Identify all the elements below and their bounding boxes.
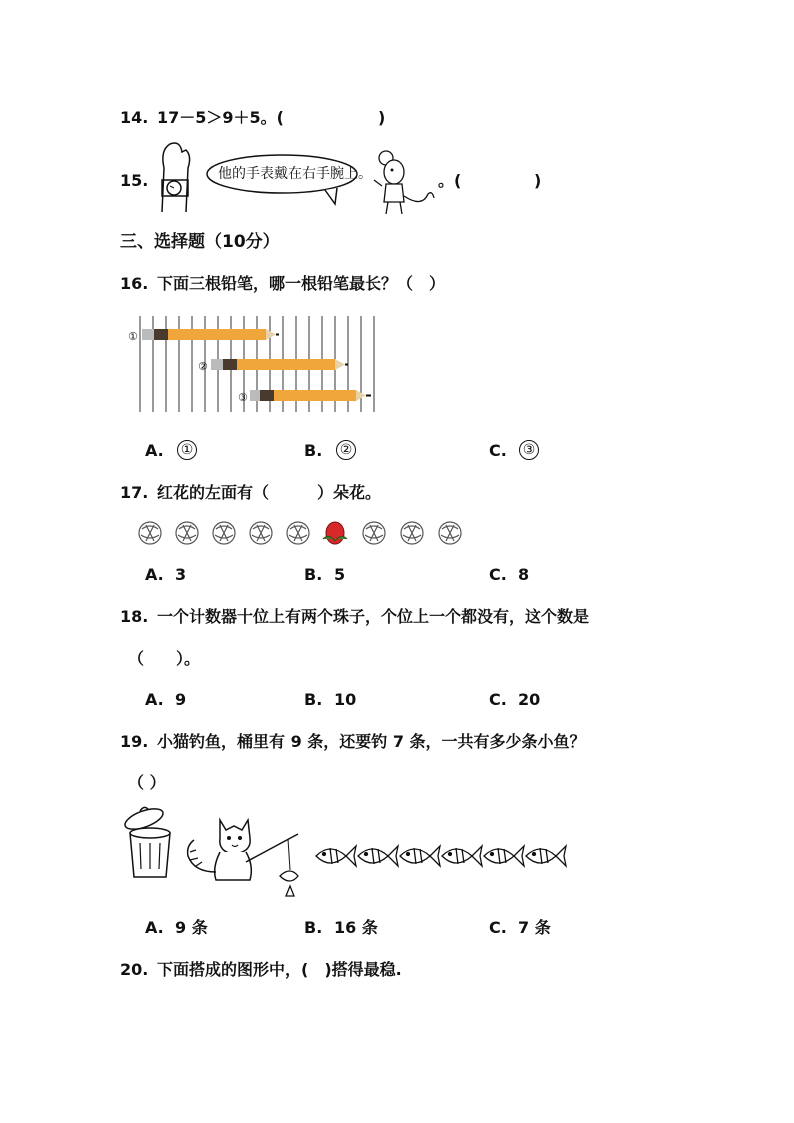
q15-number: 15. (120, 171, 149, 190)
pencil-label-1: ① (128, 330, 138, 343)
q17-text: 红花的左面有（ ）朵花。 (157, 483, 382, 502)
q18-text-line2: （ ）。 (128, 649, 201, 668)
q16-option-c[interactable] (519, 439, 539, 460)
fish-icon (484, 846, 524, 866)
q18-number: 18. (120, 607, 149, 626)
q18-option-a-letter: A. (145, 690, 164, 709)
q15-close-paren: ) (534, 171, 542, 190)
speech-bubble-text: 他的手表戴在右手腕上。 (218, 166, 372, 182)
section-title: 三、选择题（10分） (120, 232, 280, 252)
q14-close-paren: ) (378, 108, 386, 127)
q16-option-c-letter: C. (489, 441, 507, 460)
q17-option-a[interactable]: 3 (175, 565, 187, 584)
fish-icon (442, 846, 482, 866)
pencil-label-2: ② (198, 360, 208, 373)
q14-number: 14. (120, 108, 149, 127)
q18-option-b[interactable]: 10 (334, 690, 357, 709)
q16-option-c-value: ③ (519, 440, 539, 460)
q19-number: 19. (120, 732, 149, 751)
q19-option-b-letter: B. (304, 918, 323, 937)
q19-text: 小猫钓鱼，桶里有 9 条，还要钓 7 条，一共有多少条小鱼？ (157, 732, 586, 751)
q20-text: 下面搭成的图形中，( )搭得最稳. (157, 960, 402, 979)
q18-text: 一个计数器十位上有两个珠子，个位上一个都没有，这个数是 (157, 607, 590, 626)
q16-option-b[interactable] (336, 439, 356, 460)
pencil-1 (142, 329, 279, 340)
q17-option-c-letter: C. (489, 565, 507, 584)
fish-row (312, 838, 572, 874)
fish-icon (526, 846, 566, 866)
pencil-label-3: ③ (238, 391, 248, 404)
q19-option-c[interactable]: 7 条 (518, 918, 551, 937)
q17-number: 17. (120, 483, 149, 502)
red-flower-icon (323, 522, 347, 544)
white-flower-icon (139, 522, 161, 544)
q19-text-line2: （ ） (128, 773, 166, 792)
q20-number: 20. (120, 960, 149, 979)
q18-option-a[interactable]: 9 (175, 690, 187, 709)
flowers-row (136, 519, 466, 547)
white-flower-icon (176, 522, 198, 544)
q17-option-a-letter: A. (145, 565, 164, 584)
white-flower-icon (401, 522, 423, 544)
q16-option-b-value: ② (336, 440, 356, 460)
bucket-icon (118, 803, 176, 881)
q19-option-a-letter: A. (145, 918, 164, 937)
fish-icon (400, 846, 440, 866)
white-flower-icon (287, 522, 309, 544)
cat-fishing-icon (182, 812, 304, 902)
mouse-character-icon (372, 150, 437, 220)
q15-tail: 。( (438, 171, 462, 190)
q16-option-b-letter: B. (304, 441, 323, 460)
q17-option-c[interactable]: 8 (518, 565, 530, 584)
q19-option-a[interactable]: 9 条 (175, 918, 208, 937)
q16-option-a-value: ① (177, 440, 197, 460)
q18-option-b-letter: B. (304, 690, 323, 709)
q18-option-c[interactable]: 20 (518, 690, 541, 709)
q18-option-c-letter: C. (489, 690, 507, 709)
q17-option-b[interactable]: 5 (334, 565, 346, 584)
fish-icon (358, 846, 398, 866)
wrist-watch-icon (152, 138, 197, 213)
pencil-3 (250, 390, 371, 401)
white-flower-icon (250, 522, 272, 544)
q19-option-b[interactable]: 16 条 (334, 918, 378, 937)
q16-text: 下面三根铅笔，哪一根铅笔最长？（ ） (157, 274, 446, 293)
q16-option-a-letter: A. (145, 441, 164, 460)
white-flower-icon (363, 522, 385, 544)
fish-icon (316, 846, 356, 866)
white-flower-icon (439, 522, 461, 544)
q16-number: 16. (120, 274, 149, 293)
white-flower-icon (213, 522, 235, 544)
pencils-figure (128, 316, 378, 412)
pencil-2 (211, 359, 348, 370)
q19-option-c-letter: C. (489, 918, 507, 937)
q16-option-a[interactable] (177, 439, 197, 460)
q17-option-b-letter: B. (304, 565, 323, 584)
q14-text: 17－5＞9＋5。( (157, 108, 284, 127)
